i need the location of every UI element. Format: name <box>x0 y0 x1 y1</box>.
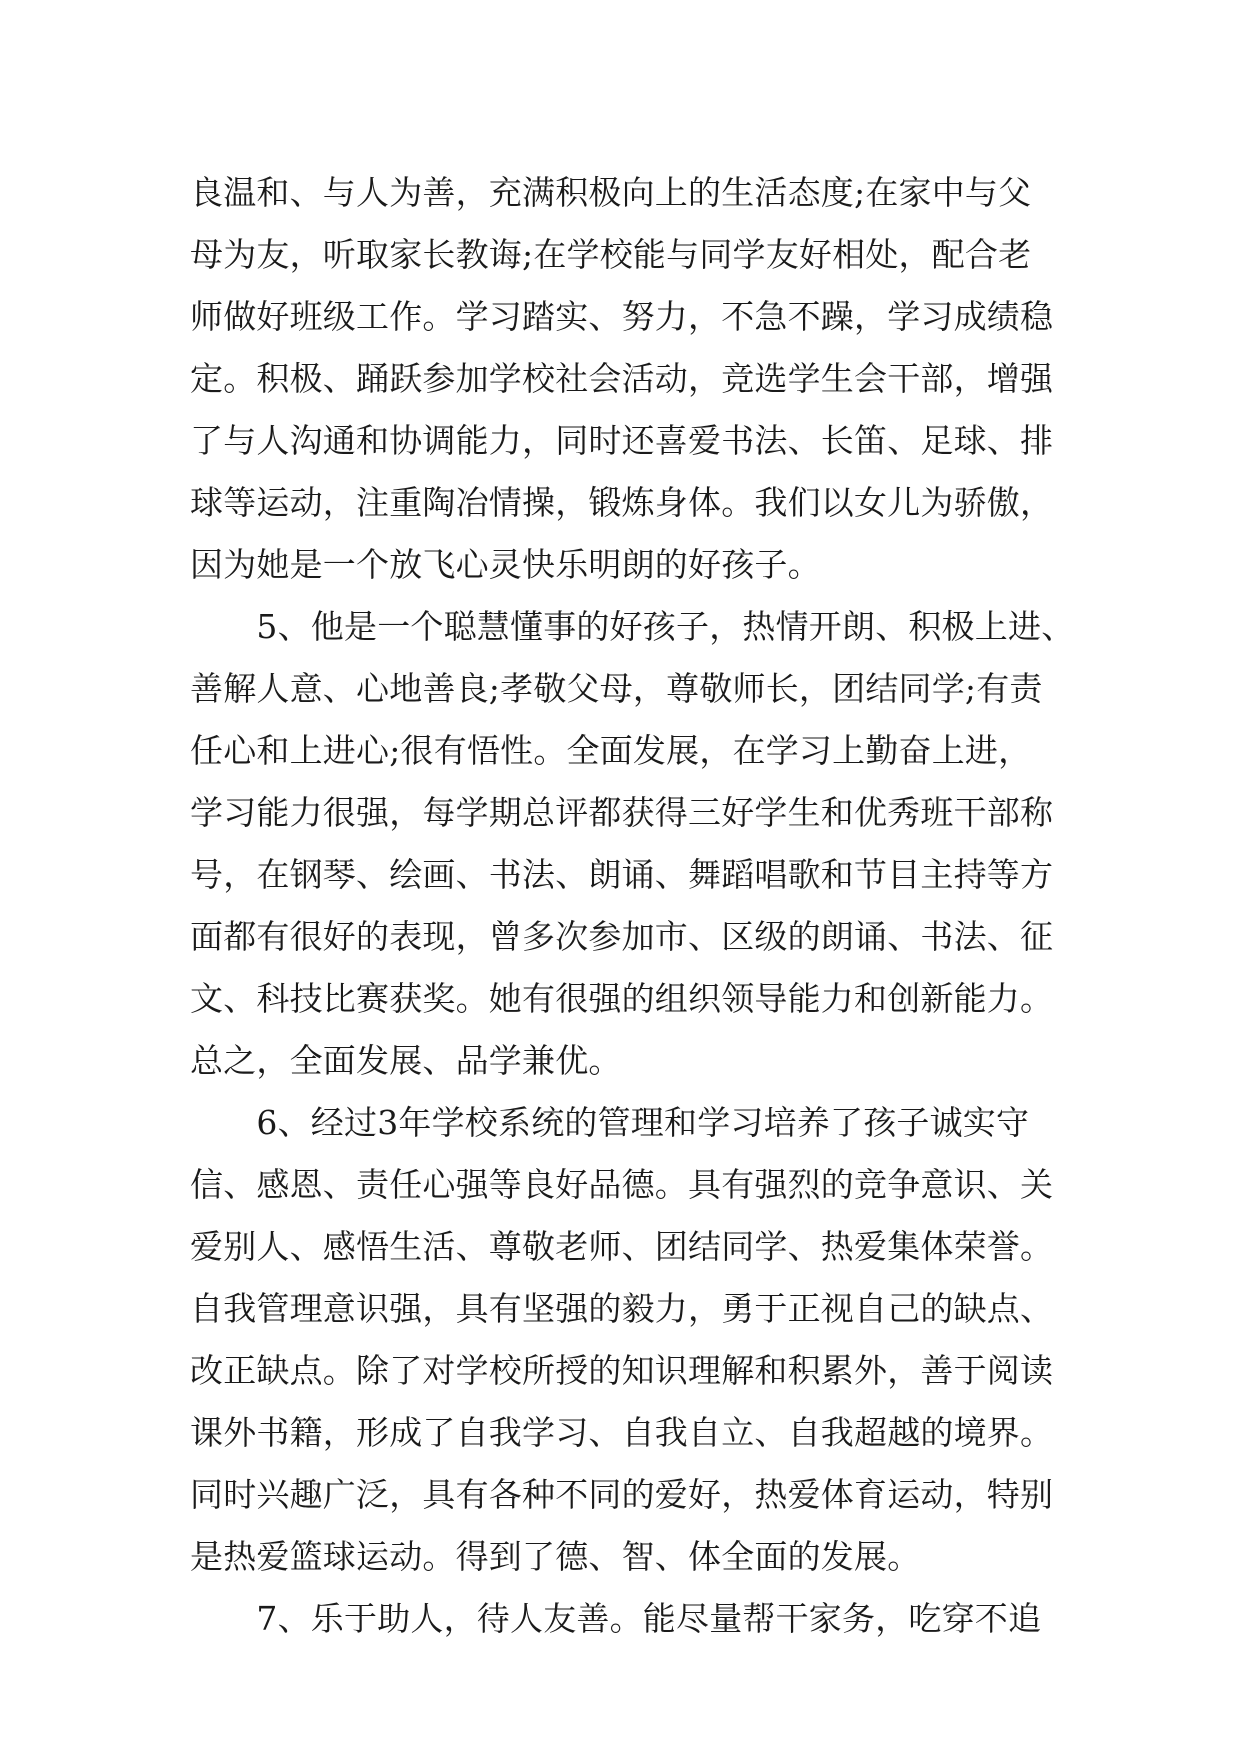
text-line: 号，在钢琴、绘画、书法、朗诵、舞蹈唱歌和节目主持等方 <box>190 855 1054 894</box>
text-line: 师做好班级工作。学习踏实、努力，不急不躁，学习成绩稳 <box>190 297 1054 336</box>
text-line: 同时兴趣广泛，具有各种不同的爱好，热爱体育运动，特别 <box>190 1475 1054 1514</box>
text-line: 良温和、与人为善，充满积极向上的生活态度;在家中与父 <box>190 173 1032 212</box>
text-line: 因为她是一个放飞心灵快乐明朗的好孩子。 <box>190 545 821 584</box>
text-line: 任心和上进心;很有悟性。全面发展，在学习上勤奋上进， <box>190 731 1032 770</box>
text-line: 自我管理意识强，具有坚强的毅力，勇于正视自己的缺点、 <box>190 1289 1054 1328</box>
text-line: 定。积极、踊跃参加学校社会活动，竞选学生会干部，增强 <box>190 359 1054 398</box>
text-line: 善解人意、心地善良;孝敬父母，尊敬师长，团结同学;有责 <box>190 669 1043 708</box>
paragraph-6-start: 6、经过3年学校系统的管理和学习培养了孩子诚实守 <box>190 1103 1030 1142</box>
text-line: 爱别人、感悟生活、尊敬老师、团结同学、热爱集体荣誉。 <box>190 1227 1054 1266</box>
text-line: 球等运动，注重陶冶情操，锻炼身体。我们以女儿为骄傲， <box>190 483 1054 522</box>
text-line: 母为友，听取家长教诲;在学校能与同学友好相处，配合老 <box>190 235 1032 274</box>
text-line: 了与人沟通和协调能力，同时还喜爱书法、长笛、足球、排 <box>190 421 1054 460</box>
paragraph-5-start: 5、他是一个聪慧懂事的好孩子，热情开朗、积极上进、 <box>190 607 1075 646</box>
text-line: 文、科技比赛获奖。她有很强的组织领导能力和创新能力。 <box>190 979 1054 1018</box>
text-line: 信、感恩、责任心强等良好品德。具有强烈的竞争意识、关 <box>190 1165 1054 1204</box>
text-line: 面都有很好的表现，曾多次参加市、区级的朗诵、书法、征 <box>190 917 1054 956</box>
text-line: 课外书籍，形成了自我学习、自我自立、自我超越的境界。 <box>190 1413 1054 1452</box>
document-body <box>190 162 1075 1650</box>
text-line: 学习能力很强，每学期总评都获得三好学生和优秀班干部称 <box>190 793 1054 832</box>
text-line: 是热爱篮球运动。得到了德、智、体全面的发展。 <box>190 1537 921 1576</box>
text-line: 改正缺点。除了对学校所授的知识理解和积累外，善于阅读 <box>190 1351 1054 1390</box>
paragraph-7-start: 7、乐于助人，待人友善。能尽量帮干家务，吃穿不追 <box>190 1599 1042 1638</box>
text-line: 总之，全面发展、品学兼优。 <box>190 1041 622 1080</box>
